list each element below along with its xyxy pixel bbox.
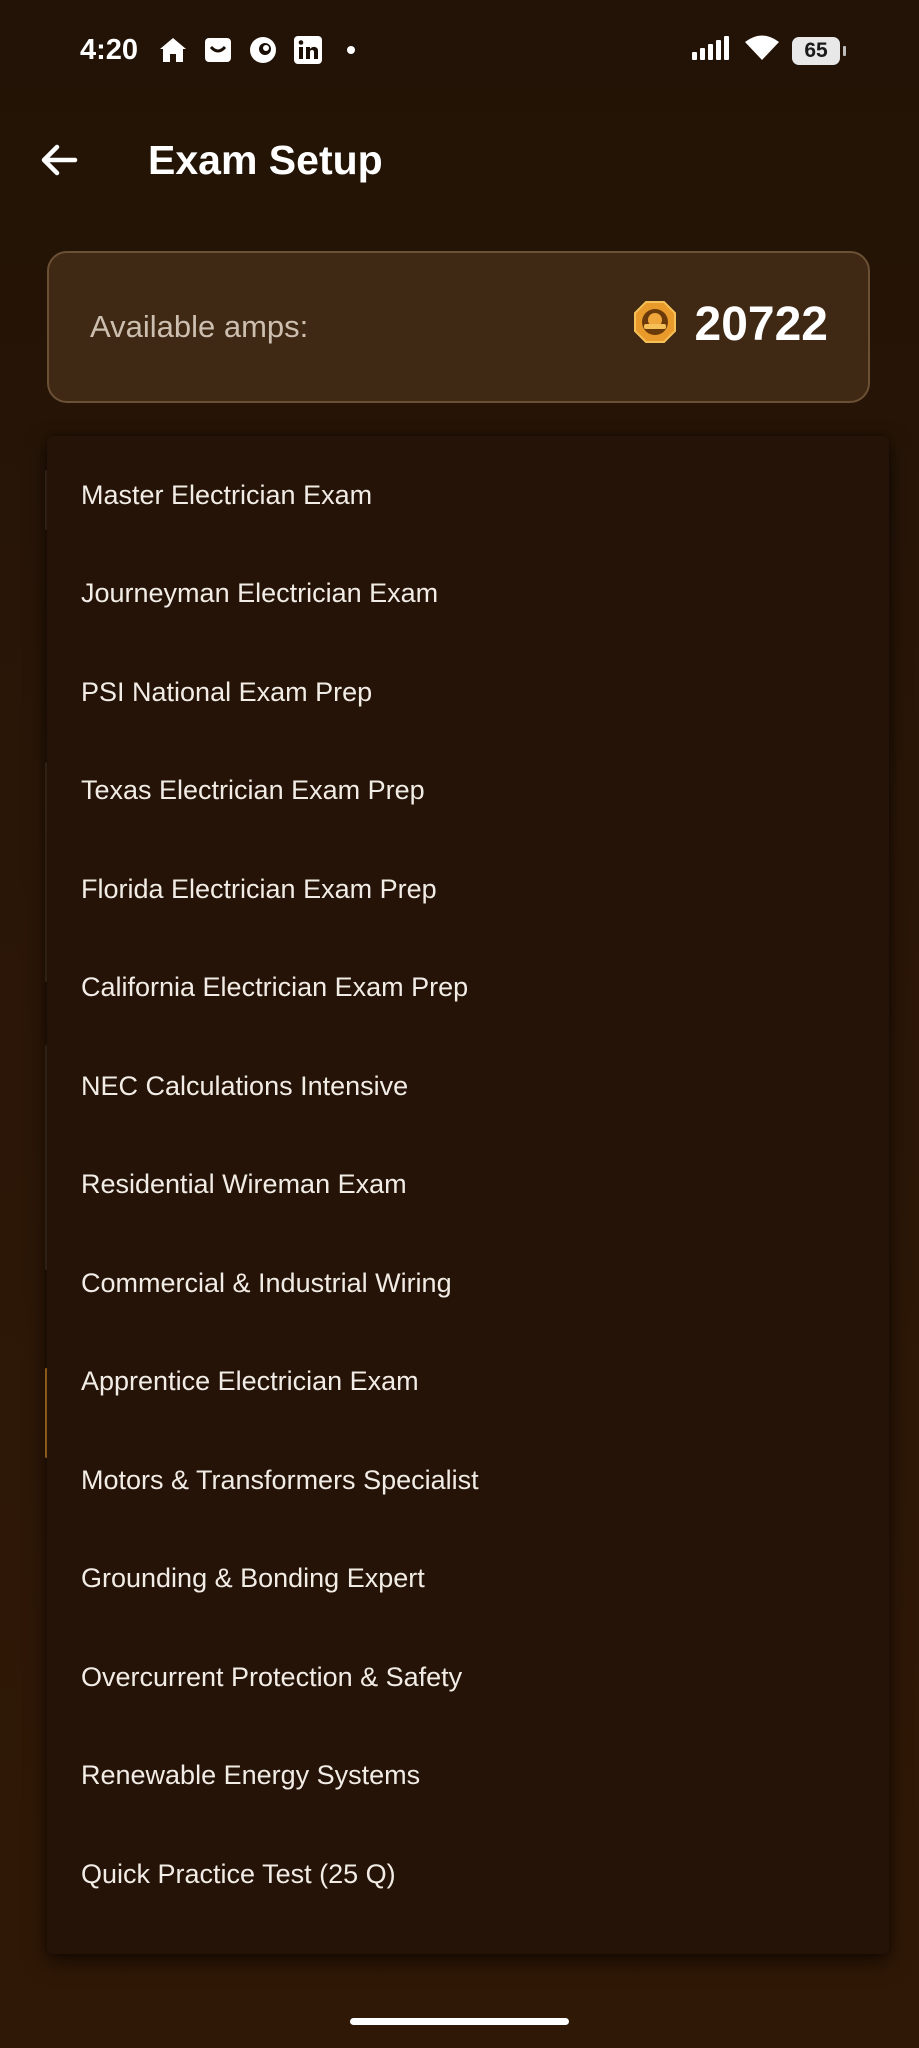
menu-item-journeyman-electrician-exam[interactable]: Journeyman Electrician Exam bbox=[81, 578, 439, 609]
battery-icon bbox=[792, 37, 840, 65]
signal-icon bbox=[690, 35, 732, 66]
app-bar bbox=[0, 110, 919, 214]
menu-item-texas-electrician-exam-prep[interactable]: Texas Electrician Exam Prep bbox=[81, 775, 425, 806]
amps-label: Available amps: bbox=[90, 309, 309, 344]
menu-item-psi-national-exam-prep[interactable]: PSI National Exam Prep bbox=[81, 676, 373, 707]
amps-balance bbox=[633, 297, 828, 352]
menu-item-commercial-industrial-wiring[interactable]: Commercial & Industrial Wiring bbox=[81, 1267, 452, 1298]
status-bar bbox=[0, 0, 919, 110]
exam-type-dropdown-menu bbox=[47, 436, 889, 1954]
menu-item-motors-transformers-specialist[interactable]: Motors & Transformers Specialist bbox=[81, 1464, 479, 1495]
arrow-left-icon bbox=[40, 143, 78, 182]
status-notification-icons bbox=[157, 34, 355, 66]
back-button[interactable] bbox=[34, 137, 84, 187]
menu-item-nec-calculations-intensive[interactable]: NEC Calculations Intensive bbox=[81, 1070, 409, 1101]
wifi-icon bbox=[744, 34, 780, 67]
amps-coin-icon bbox=[633, 300, 677, 349]
menu-item-overcurrent-protection-safety[interactable]: Overcurrent Protection & Safety bbox=[81, 1661, 463, 1692]
menu-item-residential-wireman-exam[interactable]: Residential Wireman Exam bbox=[81, 1169, 407, 1200]
menu-item-florida-electrician-exam-prep[interactable]: Florida Electrician Exam Prep bbox=[81, 873, 437, 904]
more-notifications-icon bbox=[347, 46, 355, 54]
status-system-icons bbox=[690, 34, 840, 67]
linkedin-icon bbox=[293, 35, 323, 65]
menu-item-master-electrician-exam[interactable]: Master Electrician Exam bbox=[81, 479, 373, 510]
battery-level: 65 bbox=[804, 38, 828, 62]
menu-item-california-electrician-exam-prep[interactable]: California Electrician Exam Prep bbox=[81, 972, 469, 1003]
menu-item-quick-practice-test[interactable]: Quick Practice Test (25 Q) bbox=[81, 1858, 396, 1889]
menu-item-apprentice-electrician-exam[interactable]: Apprentice Electrician Exam bbox=[81, 1366, 419, 1397]
status-time: 4:20 bbox=[80, 34, 139, 66]
amps-value: 20722 bbox=[694, 298, 828, 351]
amps-card bbox=[47, 251, 870, 403]
page-title: Exam Setup bbox=[148, 137, 383, 183]
menu-item-renewable-energy-systems[interactable]: Renewable Energy Systems bbox=[81, 1760, 421, 1791]
inbox-icon bbox=[203, 35, 233, 65]
menu-item-grounding-bonding-expert[interactable]: Grounding & Bonding Expert bbox=[81, 1563, 425, 1594]
gesture-nav-handle[interactable] bbox=[350, 2018, 569, 2025]
home-icon bbox=[157, 35, 189, 65]
app-icon bbox=[247, 34, 279, 66]
